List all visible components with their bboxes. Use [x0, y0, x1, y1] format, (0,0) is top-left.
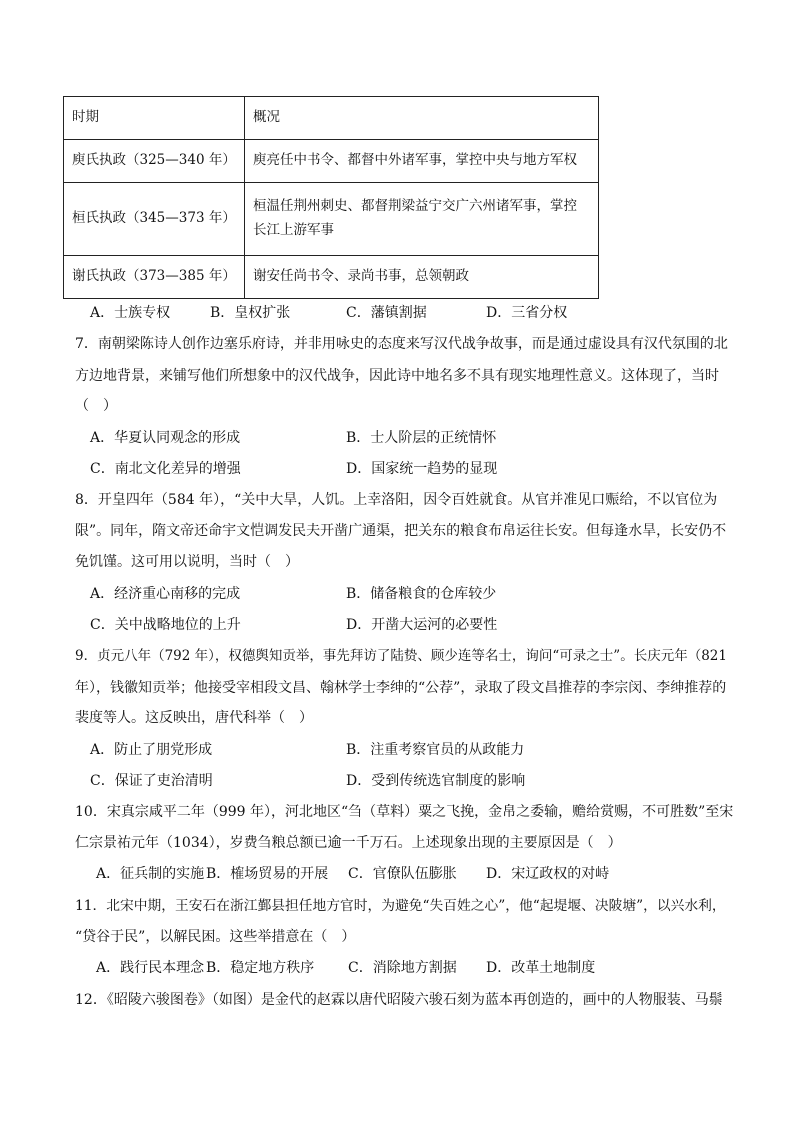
table-cell: 庾氏执政（325—340 年）	[64, 140, 245, 183]
q9-stem-line: 年），钱徽知贡举；他接受宰相段文昌、翰林学士李绅的“公荐”，录取了段文昌推荐的李宗闵、李绅推荐的	[75, 680, 727, 696]
q8-stem-line: 限”。同年，隋文帝还命宇文恺调发民夫开凿广通渠，把关东的粮食布帛运往长安。但每逢水旱，长安仍不	[75, 523, 727, 539]
q11-option-b[interactable]: B．稳定地方秩序	[206, 960, 315, 976]
table-row	[64, 256, 599, 299]
q9-option-a[interactable]: A．防止了朋党形成	[90, 742, 213, 758]
table-cell: 桓温任荆州刺史、都督荆梁益宁交广六州诸军事，掌控长江上游军事	[245, 183, 599, 256]
q11-option-d[interactable]: D．改革土地制度	[486, 960, 596, 976]
q8-option-a[interactable]: A．经济重心南移的完成	[90, 586, 241, 602]
q9-option-b[interactable]: B．注重考察官员的从政能力	[346, 742, 525, 758]
q11-stem-line: 11．北宋中期，王安石在浙江鄞县担任地方官时，为避免“失百姓之心”，他“起堤堰、决陂塘”，以兴水利，	[75, 898, 726, 914]
q7-stem-line: 7．南朝梁陈诗人创作边塞乐府诗，并非用咏史的态度来写汉代战争故事，而是通过虚设具有汉代氛围的北	[75, 336, 728, 352]
table-cell: 桓氏执政（345—373 年）	[64, 183, 245, 256]
q9-option-d[interactable]: D．受到传统选官制度的影响	[346, 773, 526, 789]
q11-option-a[interactable]: A．践行民本理念	[96, 960, 205, 976]
q7-option-a[interactable]: A．华夏认同观念的形成	[90, 430, 241, 446]
q10-option-c[interactable]: C．官僚队伍膨胀	[348, 866, 457, 882]
q6-option-d[interactable]: D．三省分权	[486, 305, 568, 321]
table-header-period: 时期	[64, 97, 245, 140]
table-cell: 谢安任尚书令、录尚书事，总领朝政	[245, 256, 599, 299]
q7-option-b[interactable]: B．士人阶层的正统情怀	[346, 430, 497, 446]
q7-stem-line: （ ）	[75, 398, 117, 414]
q8-stem-line: 免饥馑。这可用以说明，当时（ ）	[75, 554, 299, 570]
q8-option-c[interactable]: C．关中战略地位的上升	[90, 617, 241, 633]
q11-stem-line: “贷谷于民”，以解民困。这些举措意在（ ）	[75, 929, 356, 945]
q10-option-b[interactable]: B．榷场贸易的开展	[206, 866, 329, 882]
table-row	[64, 140, 599, 183]
q10-stem-line: 仁宗景祐元年（1034），岁费刍粮总额已逾一千万石。上述现象出现的主要原因是（ ）	[75, 835, 622, 851]
q6-option-a[interactable]: A．士族专权	[90, 305, 171, 321]
table-cell: 庾亮任中书令、都督中外诸军事，掌控中央与地方军权	[245, 140, 599, 183]
table-header-row	[64, 97, 599, 140]
q9-stem-line: 9．贞元八年（792 年），权德舆知贡举，事先拜访了陆贽、顾少连等名士，询问“可录之士”。长庆元年（821	[75, 648, 727, 664]
q7-option-d[interactable]: D．国家统一趋势的显现	[346, 461, 498, 477]
q10-option-d[interactable]: D．宋辽政权的对峙	[486, 866, 610, 882]
q6-option-b[interactable]: B．皇权扩张	[210, 305, 291, 321]
q7-option-c[interactable]: C．南北文化差异的增强	[90, 461, 241, 477]
q8-option-b[interactable]: B．储备粮食的仓库较少	[346, 586, 497, 602]
q11-option-c[interactable]: C．消除地方割据	[348, 960, 457, 976]
table-cell: 谢氏执政（373—385 年）	[64, 256, 245, 299]
q9-stem-line: 裴度等人。这反映出，唐代科举（ ）	[75, 710, 313, 726]
table-row	[64, 183, 599, 256]
politics-table	[63, 96, 599, 299]
q12-stem-line: 12．《昭陵六骏图卷》（如图）是金代的赵霖以唐代昭陵六骏石刻为蓝本再创造的，画中的人物服装、马鬃	[75, 992, 723, 1008]
q8-option-d[interactable]: D．开凿大运河的必要性	[346, 617, 498, 633]
q7-stem-line: 方边地背景，来铺写他们所想象中的汉代战争，因此诗中地名多不具有现实地理性意义。这体现了，当时	[75, 368, 719, 384]
table-header-summary: 概况	[245, 97, 599, 140]
q9-option-c[interactable]: C．保证了吏治清明	[90, 773, 213, 789]
q8-stem-line: 8．开皇四年（584 年），“关中大旱，人饥。上幸洛阳，因令百姓就食。从官并准见口赈给，不以官位为	[75, 492, 718, 508]
q10-option-a[interactable]: A．征兵制的实施	[96, 866, 205, 882]
q10-stem-line: 10．宋真宗咸平二年（999 年），河北地区“刍（草料）粟之飞挽，金帛之委输，赡给赏赐，不可胜数”至宋	[75, 804, 734, 820]
q6-option-c[interactable]: C．藩镇割据	[346, 305, 427, 321]
